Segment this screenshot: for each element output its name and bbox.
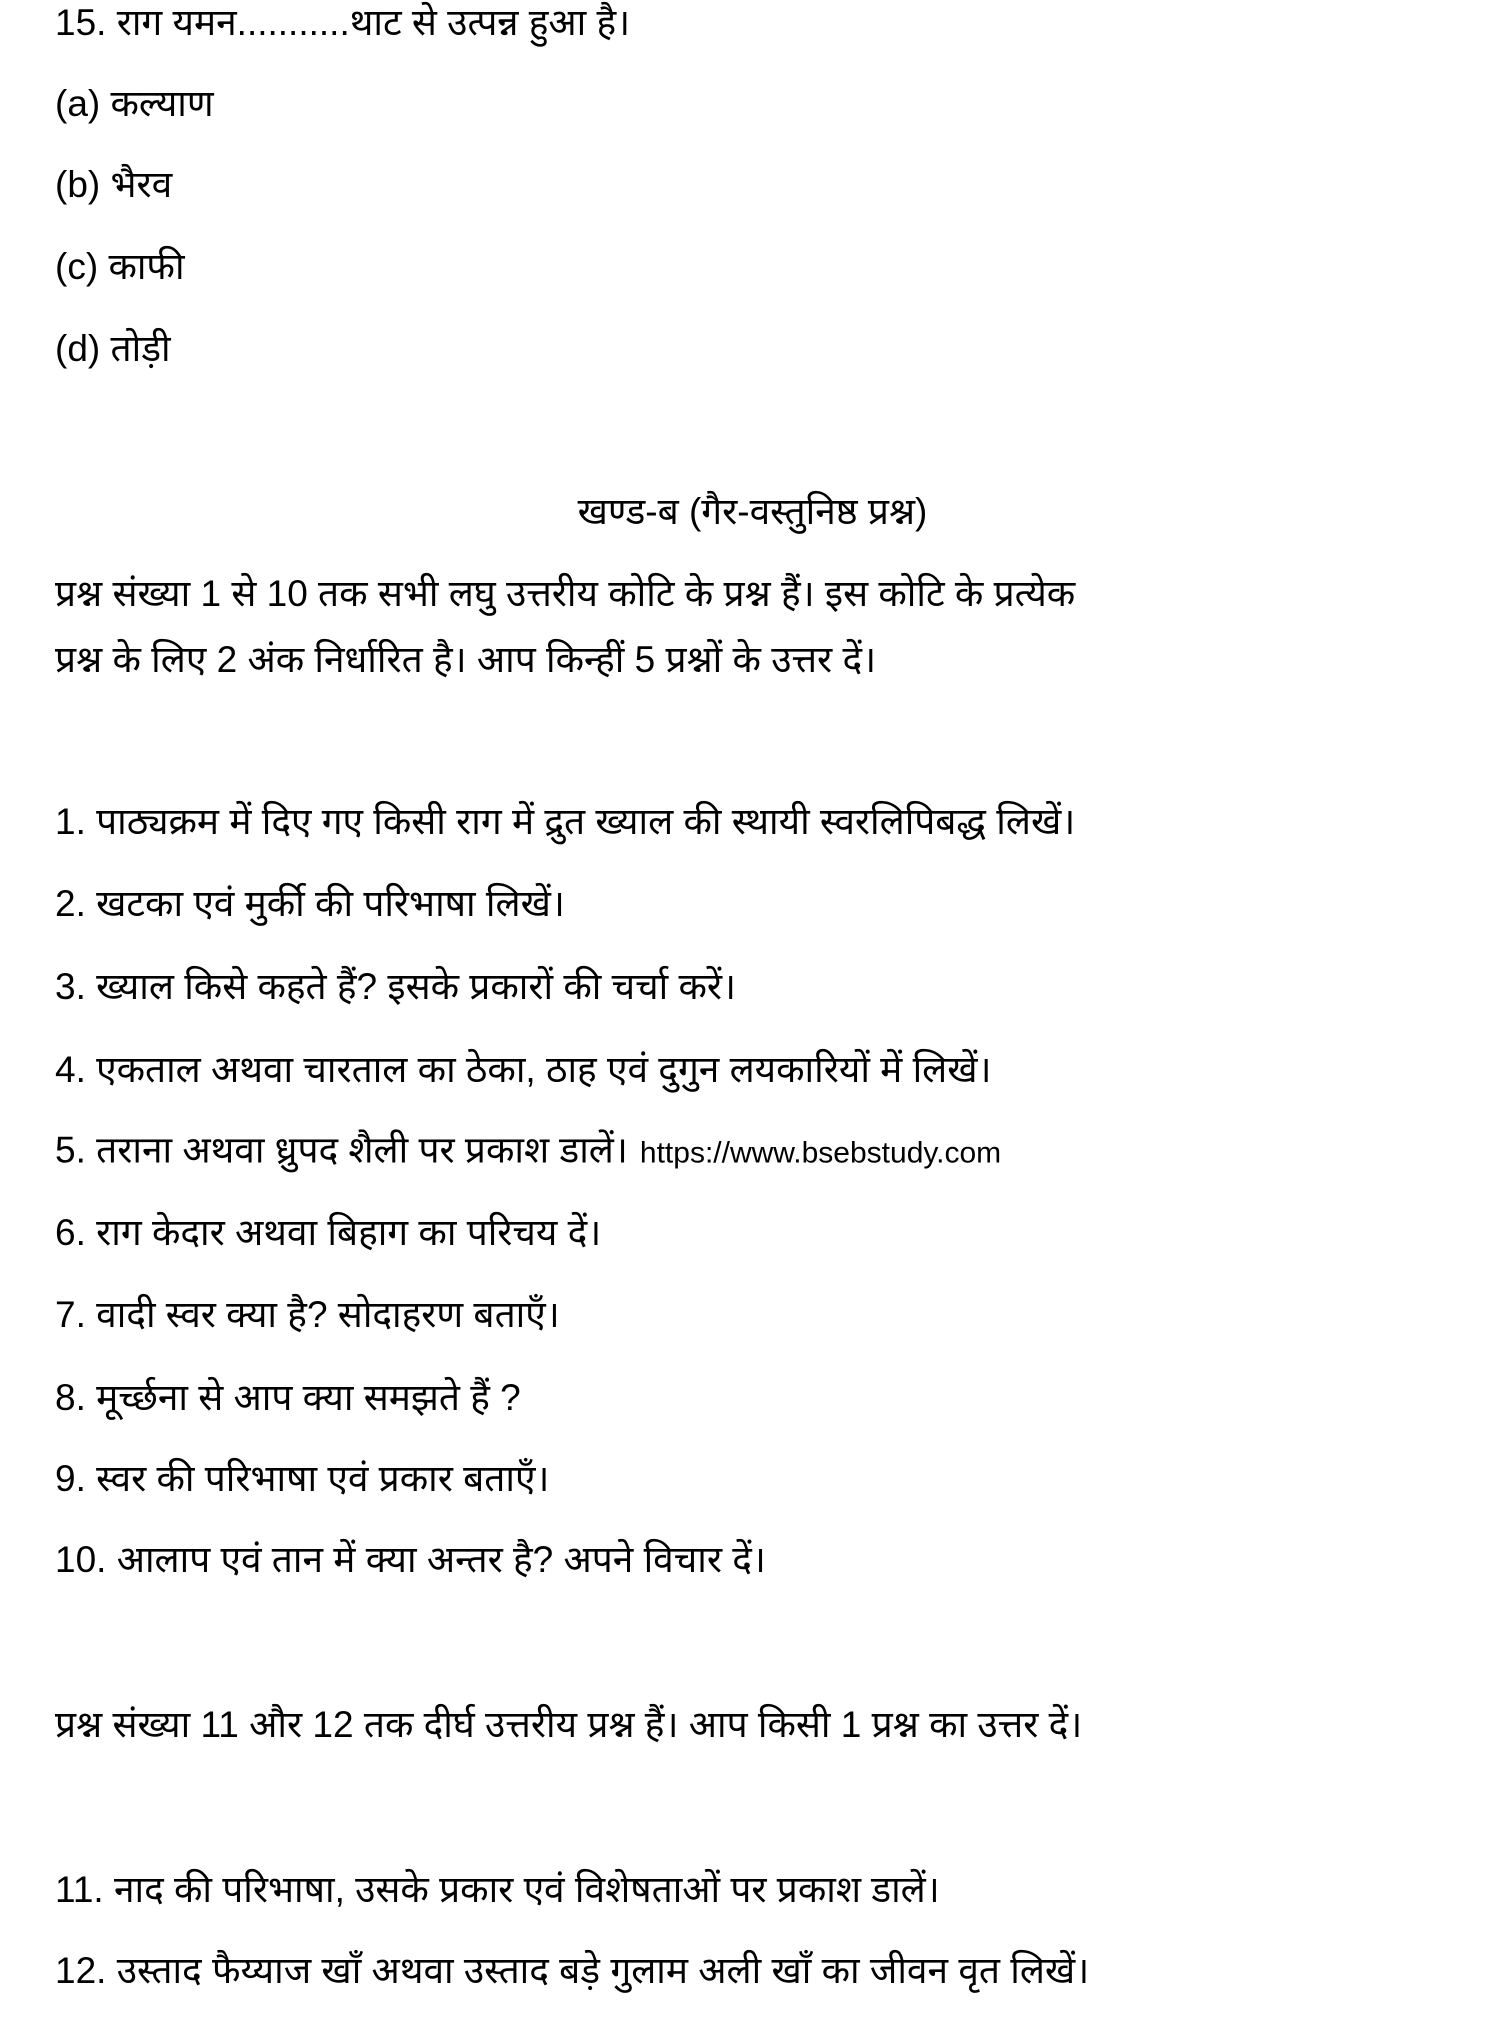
short-question-7: 7. वादी स्वर क्या है? सोदाहरण बताएँ।	[55, 1294, 560, 1335]
long-question-11: 11. नाद की परिभाषा, उसके प्रकार एवं विशेषताओं पर प्रकाश डालें।	[55, 1869, 940, 1910]
short-question-6: 6. राग केदार अथवा बिहाग का परिचय दें।	[55, 1212, 602, 1253]
option-label: (a)	[55, 83, 101, 124]
short-question-8: 8. मूर्च्छना से आप क्या समझते हैं ?	[55, 1377, 521, 1418]
watermark-link[interactable]: https://www.bsebstudy.com	[639, 1136, 1002, 1170]
short-question-9: 9. स्वर की परिभाषा एवं प्रकार बताएँ।	[55, 1458, 550, 1499]
short-question-10: 10. आलाप एवं तान में क्या अन्तर है? अपने विचार दें।	[55, 1539, 766, 1580]
mcq-option-d	[55, 327, 171, 371]
option-label: (c)	[55, 246, 99, 287]
short-question-1: 1. पाठ्यक्रम में दिए गए किसी राग में द्रुत ख्याल की स्थायी स्वरलिपिबद्ध लिखें।	[55, 801, 1076, 842]
short-question-5	[55, 1129, 1001, 1176]
option-text: तोड़ी	[110, 328, 171, 369]
option-text: कल्याण	[110, 83, 214, 124]
instructions-short-line-1: प्रश्न संख्या 1 से 10 तक सभी लघु उत्तरीय कोटि के प्रश्न हैं। इस कोटि के प्रत्येक	[55, 573, 1076, 614]
mcq-option-c	[55, 245, 185, 289]
question-text: 5. तराना अथवा ध्रुपद शैली पर प्रकाश डालें।	[55, 1129, 628, 1171]
long-question-12: 12. उस्ताद फैय्याज खाँ अथवा उस्ताद बड़े गुलाम अली खाँ का जीवन वृत लिखें।	[55, 1950, 1090, 1991]
short-question-2: 2. खटका एवं मुर्की की परिभाषा लिखें।	[55, 883, 565, 924]
mcq-option-a	[55, 82, 214, 126]
short-question-3: 3. ख्याल किसे कहते हैं? इसके प्रकारों की चर्चा करें।	[55, 966, 737, 1007]
option-text: भैरव	[110, 164, 173, 205]
short-question-4: 4. एकताल अथवा चारताल का ठेका, ठाह एवं दुगुन लयकारियों में लिखें।	[55, 1049, 992, 1090]
mcq-option-b	[55, 163, 172, 207]
option-label: (d)	[55, 328, 101, 369]
section-heading: खण्ड-ब (गैर-वस्तुनिष्ठ प्रश्न)	[577, 491, 928, 532]
option-text: काफी	[108, 246, 185, 287]
instructions-short-line-2: प्रश्न के लिए 2 अंक निर्धारित है। आप किन्हीं 5 प्रश्नों के उत्तर दें।	[55, 639, 877, 680]
mcq-question: 15. राग यमन...........थाट से उत्पन्न हुआ है।	[55, 2, 631, 43]
instructions-long: प्रश्न संख्या 11 और 12 तक दीर्घ उत्तरीय प्रश्न हैं। आप किसी 1 प्रश्न का उत्तर दें।	[55, 1704, 1083, 1745]
option-label: (b)	[55, 164, 101, 205]
